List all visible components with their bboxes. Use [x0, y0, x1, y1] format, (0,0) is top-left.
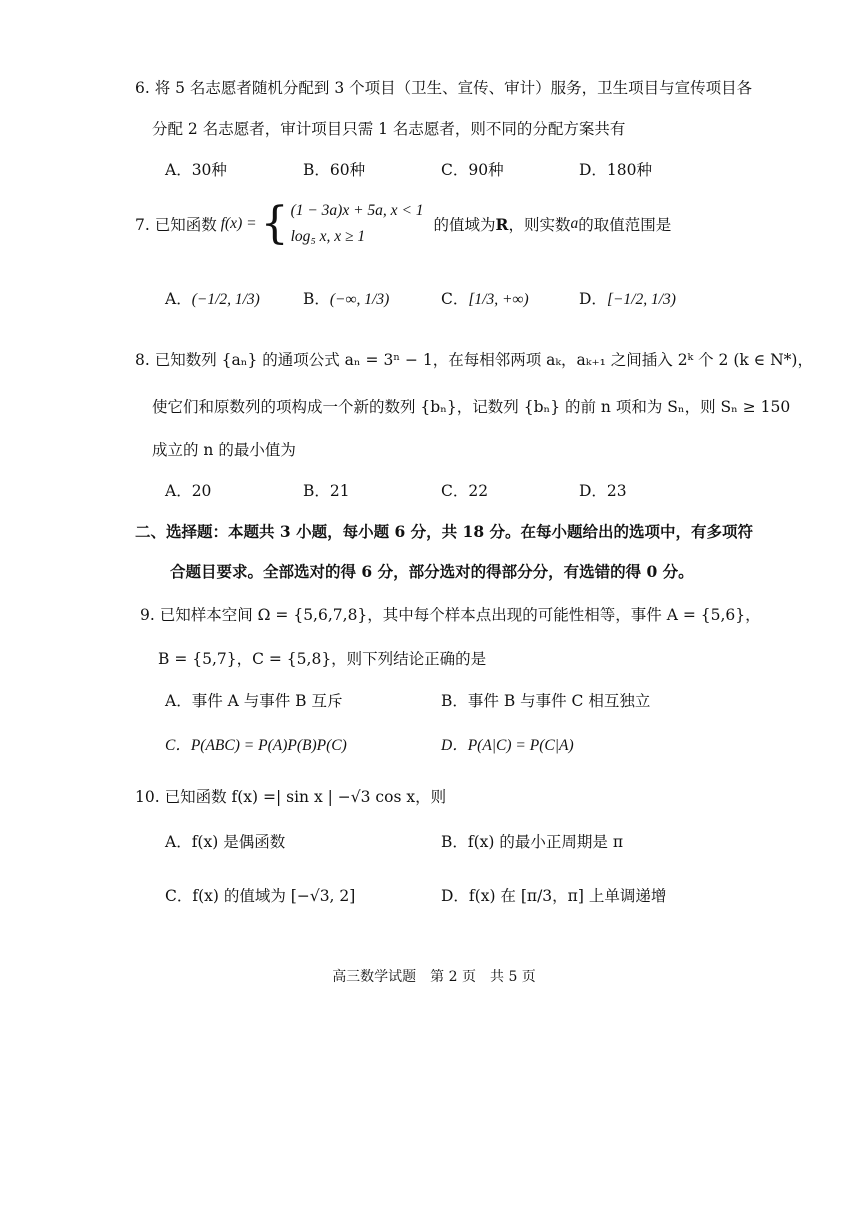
q7-option-d — [579, 287, 676, 309]
q7-option-d-text: [−1/2, 1/3) — [606, 291, 676, 308]
q7-suffix-b: ，则实数 — [508, 216, 571, 234]
q7-function: f(x) = — [220, 215, 257, 232]
q7-piece1: (1 − 3a)x + 5a, x < 1 — [290, 202, 424, 219]
q7-option-b-label: B． — [303, 290, 330, 308]
q9-line1: 9. 已知样本空间 Ω = {5,6,7,8}，其中每个样本点出现的可能性相等，事件 A = {5,6}， — [140, 606, 761, 624]
q7-option-a-label: A． — [165, 290, 192, 308]
q10-option-c: C．f(x) 的值域为 [−√3, 2] — [165, 887, 356, 905]
q8-option-b: B．21 — [303, 482, 350, 500]
q7-stem — [135, 198, 671, 250]
q7-prefix: 7. 已知函数 — [135, 216, 217, 234]
q7-r: R — [495, 214, 509, 234]
q9-option-b: B．事件 B 与事件 C 相互独立 — [441, 692, 651, 710]
q7-option-a — [165, 287, 260, 309]
piecewise-brace-icon: { — [260, 198, 289, 249]
q10-line1: 10. 已知函数 f(x) =| sin x | −√3 cos x，则 — [135, 788, 447, 806]
q6-line1: 6. 将 5 名志愿者随机分配到 3 个项目（卫生、宣传、审计）服务，卫生项目与宣传项目各 — [135, 79, 753, 97]
q6-option-a: A．30种 — [165, 161, 227, 179]
q7-suffix-a: 的值域为 — [433, 216, 496, 234]
page-footer: 高三数学试题 第 2 页 共 5 页 — [332, 969, 536, 985]
q8-line2: 使它们和原数列的项构成一个新的数列 {bₙ}，记数列 {bₙ} 的前 n 项和为 Sₙ，则 Sₙ ≥ 150 — [152, 398, 791, 416]
q9-option-d: D．P(A|C) = P(C|A) — [441, 737, 574, 754]
q10-option-b: B．f(x) 的最小正周期是 π — [441, 833, 624, 851]
q7-option-a-text: (−1/2, 1/3) — [191, 291, 260, 308]
q7-var: a — [570, 215, 579, 232]
q6-option-b: B．60种 — [303, 161, 366, 179]
q7-option-b — [303, 287, 389, 309]
q9-option-a: A．事件 A 与事件 B 互斥 — [165, 692, 343, 710]
q10-option-a: A．f(x) 是偶函数 — [165, 833, 286, 851]
q7-piece2: log₅ x, x ≥ 1 — [290, 228, 366, 245]
q8-line3: 成立的 n 的最小值为 — [152, 441, 296, 459]
q7-piecewise — [291, 198, 424, 250]
q7-option-c — [441, 287, 529, 309]
q9-line2: B = {5,7}，C = {5,8}，则下列结论正确的是 — [158, 650, 487, 668]
q8-option-d: D．23 — [579, 482, 627, 500]
q8-option-c: C．22 — [441, 482, 489, 500]
q7-option-d-label: D． — [579, 290, 607, 308]
section2-line2: 合题目要求。全部选对的得 6 分，部分选对的得部分分，有选错的得 0 分。 — [170, 562, 694, 581]
q6-option-c: C．90种 — [441, 161, 504, 179]
q6-line2: 分配 2 名志愿者，审计项目只需 1 名志愿者，则不同的分配方案共有 — [152, 120, 626, 138]
q7-option-c-label: C． — [441, 290, 469, 308]
q7-suffix-c: 的取值范围是 — [578, 216, 672, 234]
q7-option-c-text: [1/3, +∞) — [468, 291, 529, 308]
q10-option-d: D．f(x) 在 [π/3，π] 上单调递增 — [441, 887, 667, 905]
q7-option-b-text: (−∞, 1/3) — [329, 291, 390, 308]
q6-option-d: D．180种 — [579, 161, 653, 179]
q9-option-c: C．P(ABC) = P(A)P(B)P(C) — [165, 737, 347, 754]
q8-option-a: A．20 — [165, 482, 212, 500]
q8-line1: 8. 已知数列 {aₙ} 的通项公式 aₙ = 3ⁿ − 1，在每相邻两项 aₖ，aₖ₊₁ 之间插入 2ᵏ 个 2 (k ∈ N*)， — [135, 351, 813, 369]
section2-line1: 二、选择题：本题共 3 小题，每小题 6 分，共 18 分。在每小题给出的选项中，有多项符 — [135, 522, 754, 541]
